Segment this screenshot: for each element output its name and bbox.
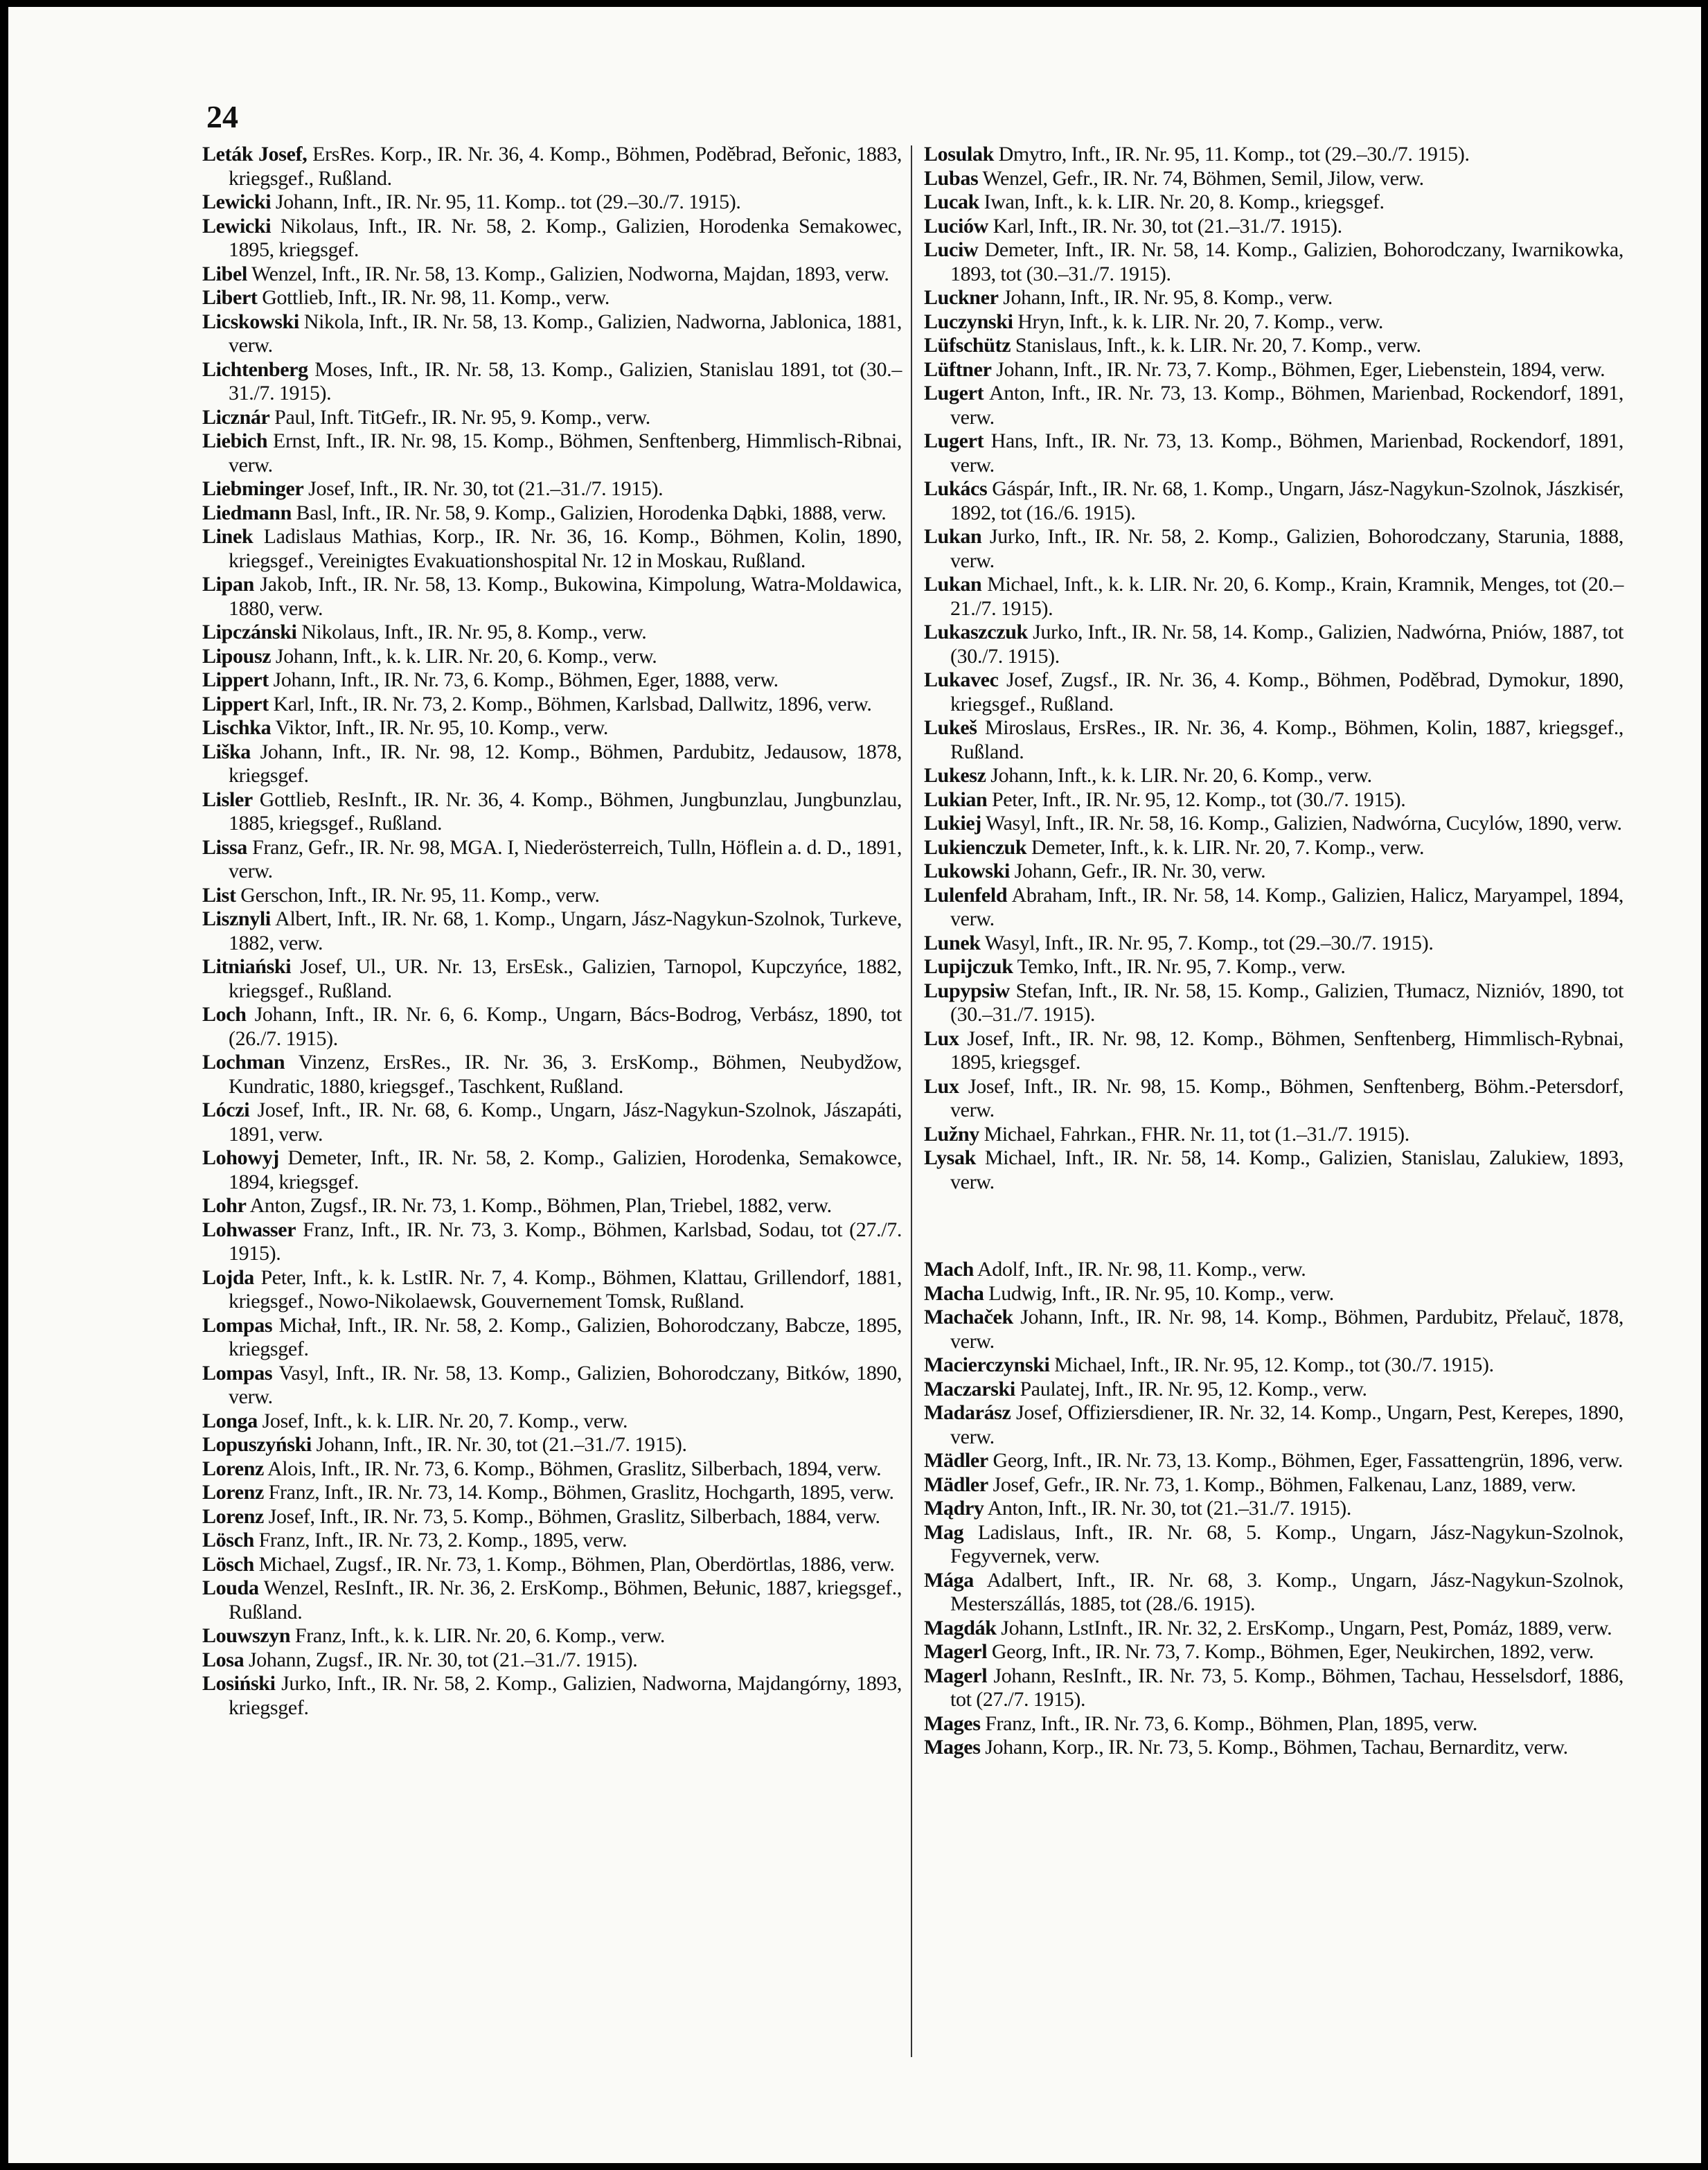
entry-details: Peter, Inft., IR. Nr. 95, 12. Komp., tot (30./7. 1915).	[987, 788, 1406, 811]
list-entry	[202, 1266, 902, 1314]
list-entry	[924, 1736, 1624, 1760]
entry-details: Gottlieb, Inft., IR. Nr. 98, 11. Komp., verw.	[257, 286, 610, 309]
entry-surname: Liedmann	[202, 501, 292, 524]
entry-details: Wenzel, Inft., IR. Nr. 58, 13. Komp., Galizien, Nodworna, Majdan, 1893, verw.	[247, 262, 889, 285]
list-entry	[202, 215, 902, 263]
entry-surname: Lischka	[202, 716, 272, 739]
entry-details: Nikola, Inft., IR. Nr. 58, 13. Komp., Galizien, Nadworna, Jablonica, 1881, verw.	[229, 310, 902, 357]
entry-surname: Lukienczuk	[924, 835, 1027, 859]
entry-surname: Lojda	[202, 1265, 254, 1289]
entry-details: Johann, Inft., IR. Nr. 73, 6. Komp., Böhmen, Eger, 1888, verw.	[268, 668, 779, 691]
document-page	[8, 7, 1701, 2163]
entry-details: Vinzenz, ErsRes., IR. Nr. 36, 3. ErsKomp., Böhmen, Neubydžow, Kundratic, 1880, kriegsgef., Taschkent, Rußland.	[229, 1051, 902, 1098]
entry-details: Vasyl, Inft., IR. Nr. 58, 13. Komp., Galizien, Bohorodczany, Bitków, 1890, verw.	[229, 1361, 902, 1408]
entry-details: Johann, Korp., IR. Nr. 73, 5. Komp., Böhmen, Tachau, Bernarditz, verw.	[980, 1736, 1568, 1759]
entry-details: Johann, Inft., IR. Nr. 98, 12. Komp., Böhmen, Pardubitz, Jedausow, 1878, kriegsgef.	[229, 740, 902, 787]
list-entry	[924, 1146, 1624, 1194]
entry-details: Michael, Fahrkan., FHR. Nr. 11, tot (1.–31./7. 1915).	[979, 1122, 1409, 1146]
list-entry	[924, 955, 1624, 979]
entry-surname: Libert	[202, 286, 258, 309]
entry-surname: Lugert	[924, 429, 984, 452]
entry-details: Anton, Inft., IR. Nr. 30, tot (21.–31./7. 1915).	[984, 1497, 1352, 1520]
entry-surname: Lukács	[924, 477, 988, 500]
list-entry	[202, 1457, 902, 1482]
entry-surname: Lunek	[924, 931, 981, 954]
list-entry	[924, 836, 1624, 860]
entry-surname: Licznár	[202, 405, 270, 429]
list-entry	[924, 286, 1624, 310]
entry-surname: Lichtenberg	[202, 357, 308, 381]
list-entry	[924, 525, 1624, 573]
entry-surname: Lorenz	[202, 1504, 264, 1528]
entry-surname: Magerl	[924, 1640, 988, 1663]
entry-details: Ladislaus, Inft., IR. Nr. 68, 5. Komp., Ungarn, Jász-Nagykun-Szolnok, Fegyvernek, verw.	[950, 1520, 1624, 1567]
list-entry	[202, 1505, 902, 1529]
list-entry	[202, 645, 902, 669]
entry-surname: Lösch	[202, 1552, 254, 1576]
entry-details: Johann, Inft., IR. Nr. 6, 6. Komp., Ungarn, Bács-Bodrog, Verbász, 1890, tot (26./7. 1915).	[229, 1003, 902, 1050]
list-entry	[924, 215, 1624, 239]
list-entry	[202, 263, 902, 287]
list-entry	[202, 1481, 902, 1505]
entry-details: Johann, ResInft., IR. Nr. 73, 5. Komp., Böhmen, Tachau, Hesselsdorf, 1886, tot (27./7. 1915).	[950, 1664, 1624, 1711]
entry-surname: Lüftner	[924, 357, 992, 381]
list-entry	[924, 310, 1624, 335]
list-entry	[202, 1529, 902, 1553]
list-entry	[202, 190, 902, 215]
list-entry	[924, 1449, 1624, 1473]
list-entry	[202, 358, 902, 406]
list-entry	[202, 621, 902, 645]
entry-details: Jurko, Inft., IR. Nr. 58, 14. Komp., Galizien, Nadwórna, Pniów, 1887, tot (30./7. 1915).	[950, 621, 1624, 668]
list-entry	[202, 716, 902, 740]
entry-surname: Losulak	[924, 143, 994, 166]
entry-surname: Mag	[924, 1520, 964, 1544]
entry-surname: Linek	[202, 525, 253, 548]
entry-details: Viktor, Inft., IR. Nr. 95, 10. Komp., verw.	[271, 716, 608, 739]
entry-details: Johann, Inft., IR. Nr. 30, tot (21.–31./7. 1915).	[311, 1433, 687, 1456]
entry-surname: Lipczánski	[202, 621, 297, 643]
entry-surname: Lewicki	[202, 214, 272, 238]
entry-surname: Madarász	[924, 1401, 1011, 1424]
list-entry	[202, 1672, 902, 1720]
entry-surname: Machaček	[924, 1306, 1013, 1328]
entry-surname: Lukan	[924, 573, 982, 596]
list-entry	[924, 764, 1624, 788]
entry-surname: Lohwasser	[202, 1218, 296, 1241]
entry-surname: Maczarski	[924, 1377, 1015, 1400]
entry-details: Michał, Inft., IR. Nr. 58, 2. Komp., Galizien, Bohorodczany, Babcze, 1895, kriegsgef.	[229, 1313, 902, 1360]
entry-surname: Lewicki	[202, 190, 272, 213]
entry-details: Adolf, Inft., IR. Nr. 98, 11. Komp., verw.	[973, 1258, 1306, 1281]
entry-surname: Lüfschütz	[924, 334, 1011, 357]
entry-details: Georg, Inft., IR. Nr. 73, 7. Komp., Böhmen, Eger, Neukirchen, 1892, verw.	[987, 1640, 1594, 1663]
list-entry	[924, 1640, 1624, 1664]
column-divider	[911, 145, 912, 2057]
entry-surname: Luciw	[924, 238, 979, 261]
entry-surname: Macierczynski	[924, 1353, 1050, 1376]
entry-details: Michael, Inft., IR. Nr. 95, 12. Komp., tot (30./7. 1915).	[1049, 1353, 1494, 1376]
entry-details: Franz, Inft., k. k. LIR. Nr. 20, 6. Komp., verw.	[290, 1624, 666, 1647]
entry-details: Jakob, Inft., IR. Nr. 58, 13. Komp., Bukowina, Kimpolung, Watra-Moldawica, 1880, verw.	[229, 573, 902, 620]
entry-surname: Lopuszyński	[202, 1433, 312, 1456]
entry-details: Josef, Offiziersdiener, IR. Nr. 32, 14. Komp., Ungarn, Pest, Kerepes, 1890, verw.	[950, 1401, 1624, 1448]
list-entry	[202, 1553, 902, 1577]
entry-surname: Leták Josef,	[202, 143, 308, 166]
entry-surname: Lukiej	[924, 812, 981, 835]
entry-surname: Lissa	[202, 835, 247, 859]
list-entry	[924, 1617, 1624, 1641]
entry-details: Josef, Ul., UR. Nr. 13, ErsEsk., Galizien, Tarnopol, Kupczyńce, 1882, kriegsgef., Rußland.	[229, 955, 902, 1002]
entry-surname: Lupypsiw	[924, 979, 1010, 1002]
list-entry	[924, 1664, 1624, 1712]
entry-surname: Mach	[924, 1258, 974, 1281]
entry-surname: Mages	[924, 1736, 981, 1759]
entry-surname: Lompas	[202, 1361, 273, 1385]
list-entry	[924, 1123, 1624, 1147]
entry-surname: Mädler	[924, 1449, 988, 1472]
entry-details: Josef, Zugsf., IR. Nr. 36, 4. Komp., Böhmen, Poděbrad, Dymokur, 1890, kriegsgef., Rußland.	[950, 668, 1624, 715]
entry-details: Demeter, Inft., k. k. LIR. Nr. 20, 7. Komp., verw.	[1026, 835, 1425, 859]
list-entry	[202, 1314, 902, 1362]
entry-surname: Lipan	[202, 573, 254, 596]
list-entry	[924, 1569, 1624, 1617]
entry-details: Josef, Inft., IR. Nr. 30, tot (21.–31./7. 1915).	[303, 477, 664, 500]
entry-details: Stanislaus, Inft., k. k. LIR. Nr. 20, 7. Komp., verw.	[1011, 334, 1421, 357]
entry-details: Nikolaus, Inft., IR. Nr. 58, 2. Komp., Galizien, Horodenka Semakowec, 1895, kriegsgef.	[229, 214, 902, 261]
entry-surname: Luciów	[924, 214, 988, 238]
entry-details: Nikolaus, Inft., IR. Nr. 95, 8. Komp., verw.	[296, 621, 647, 643]
entry-surname: Louwszyn	[202, 1624, 291, 1647]
entry-surname: Lorenz	[202, 1481, 264, 1504]
entry-details: Johann, Inft., IR. Nr. 98, 14. Komp., Böhmen, Pardubitz, Přelauč, 1878, verw.	[950, 1306, 1624, 1353]
entry-details: ErsRes. Korp., IR. Nr. 36, 4. Komp., Böhmen, Poděbrad, Beřonic, 1883, kriegsgef., Rußland.	[229, 143, 902, 190]
entry-details: Anton, Zugsf., IR. Nr. 73, 1. Komp., Böhmen, Plan, Triebel, 1882, verw.	[246, 1194, 832, 1217]
entry-surname: Losa	[202, 1648, 244, 1671]
entry-details: Miroslaus, ErsRes., IR. Nr. 36, 4. Komp., Böhmen, Kolin, 1887, kriegsgef., Rußland.	[950, 716, 1624, 763]
list-entry	[924, 334, 1624, 358]
entry-surname: Macha	[924, 1281, 984, 1305]
entry-surname: Lukesz	[924, 764, 986, 787]
list-entry	[202, 836, 902, 884]
entry-surname: Lukian	[924, 788, 988, 811]
entry-surname: Luckner	[924, 286, 999, 309]
list-entry	[202, 429, 902, 477]
right-column	[924, 143, 1624, 1760]
list-entry	[924, 1401, 1624, 1449]
entry-details: Ludwig, Inft., IR. Nr. 95, 10. Komp., verw.	[984, 1281, 1334, 1305]
entry-details: Josef, Inft., k. k. LIR. Nr. 20, 7. Komp., verw.	[257, 1409, 628, 1432]
entry-surname: Mages	[924, 1711, 981, 1735]
entry-surname: Lucak	[924, 190, 979, 213]
entry-details: Stefan, Inft., IR. Nr. 58, 15. Komp., Galizien, Tłumacz, Niznióv, 1890, tot (30.–31./7. 1915).	[950, 979, 1624, 1026]
entry-details: Wenzel, Gefr., IR. Nr. 74, Böhmen, Semil, Jilow, verw.	[978, 166, 1424, 190]
list-entry	[924, 860, 1624, 884]
entry-details: Hryn, Inft., k. k. LIR. Nr. 20, 7. Komp., verw.	[1013, 310, 1384, 333]
list-entry	[202, 1576, 902, 1624]
list-entry	[202, 573, 902, 621]
entry-details: Josef, Inft., IR. Nr. 73, 5. Komp., Böhmen, Graslitz, Silberbach, 1884, verw.	[264, 1504, 880, 1528]
list-entry	[924, 621, 1624, 668]
entry-details: Josef, Inft., IR. Nr. 68, 6. Komp., Ungarn, Jász-Nagykun-Szolnok, Jászapáti, 1891, verw.	[229, 1099, 902, 1146]
list-entry	[202, 1146, 902, 1194]
entry-surname: Losiński	[202, 1672, 276, 1695]
entry-details: Wenzel, ResInft., IR. Nr. 36, 2. ErsKomp., Böhmen, Bełunic, 1887, kriegsgef., Rußland.	[229, 1576, 902, 1624]
list-entry	[924, 1378, 1624, 1402]
list-entry	[202, 1624, 902, 1648]
list-entry	[202, 286, 902, 310]
entry-details: Paulatej, Inft., IR. Nr. 95, 12. Komp., verw.	[1015, 1377, 1367, 1400]
entry-surname: Lukan	[924, 525, 982, 548]
entry-details: Iwan, Inft., k. k. LIR. Nr. 20, 8. Komp., kriegsgef.	[979, 190, 1385, 213]
list-entry	[202, 1433, 902, 1457]
entry-surname: Libel	[202, 262, 247, 285]
entry-surname: Lohowyj	[202, 1146, 279, 1169]
list-entry	[924, 979, 1624, 1027]
entry-surname: Luczynski	[924, 310, 1013, 333]
entry-details: Moses, Inft., IR. Nr. 58, 13. Komp., Galizien, Stanislau 1891, tot (30.–31./7. 1915).	[229, 357, 902, 404]
entry-details: Basl, Inft., IR. Nr. 58, 9. Komp., Galizien, Horodenka Dąbki, 1888, verw.	[291, 501, 887, 524]
entry-surname: Lompas	[202, 1313, 273, 1337]
list-entry	[924, 358, 1624, 382]
entry-surname: Lugert	[924, 382, 984, 404]
entry-details: Franz, Inft., IR. Nr. 73, 14. Komp., Böhmen, Graslitz, Hochgarth, 1895, verw.	[264, 1481, 894, 1504]
entry-surname: Longa	[202, 1409, 258, 1432]
list-entry	[202, 477, 902, 501]
entry-details: Peter, Inft., k. k. LstIR. Nr. 7, 4. Komp., Böhmen, Klattau, Grillendorf, 1881, kriegsgef., Nowo-Nikolaewsk, Gouvernement Tomsk, Rußland.	[229, 1265, 902, 1313]
entry-details: Adalbert, Inft., IR. Nr. 68, 3. Komp., Ungarn, Jász-Nagykun-Szolnok, Mesterszállás, 1885, tot (28./6. 1915).	[950, 1568, 1624, 1615]
entry-surname: Litniański	[202, 955, 292, 978]
list-entry	[202, 907, 902, 955]
entry-details: Franz, Inft., IR. Nr. 73, 3. Komp., Böhmen, Karlsbad, Sodau, tot (27./7. 1915).	[229, 1218, 902, 1265]
entry-surname: Lösch	[202, 1529, 254, 1551]
entry-surname: Lorenz	[202, 1457, 264, 1480]
entry-surname: Lisler	[202, 788, 253, 811]
list-entry	[924, 1027, 1624, 1075]
entry-details: Wasyl, Inft., IR. Nr. 58, 16. Komp., Galizien, Nadwórna, Cucylów, 1890, verw.	[981, 812, 1622, 835]
list-entry	[924, 1282, 1624, 1306]
list-entry	[924, 238, 1624, 286]
entry-details: Johann, Inft., IR. Nr. 73, 7. Komp., Böhmen, Eger, Liebenstein, 1894, verw.	[991, 357, 1605, 381]
list-entry	[924, 1712, 1624, 1736]
entry-surname: Lukowski	[924, 860, 1010, 882]
entry-details: Michael, Zugsf., IR. Nr. 73, 1. Komp., Böhmen, Plan, Oberdörtlas, 1886, verw.	[253, 1552, 895, 1576]
entry-details: Abraham, Inft., IR. Nr. 58, 14. Komp., Galizien, Halicz, Maryampel, 1894, verw.	[950, 883, 1624, 930]
entry-surname: Lužny	[924, 1122, 979, 1146]
list-entry	[202, 693, 902, 717]
entry-surname: Lysak	[924, 1146, 976, 1169]
list-entry	[924, 190, 1624, 215]
list-entry	[924, 812, 1624, 836]
entry-surname: Lux	[924, 1026, 959, 1050]
list-entry	[202, 668, 902, 693]
list-entry	[924, 1521, 1624, 1569]
entry-details: Alois, Inft., IR. Nr. 73, 6. Komp., Böhmen, Graslitz, Silberbach, 1894, verw.	[264, 1457, 882, 1480]
list-entry	[202, 955, 902, 1003]
list-entry	[202, 1362, 902, 1409]
entry-surname: Liška	[202, 740, 251, 763]
list-entry	[202, 1218, 902, 1266]
entry-surname: Louda	[202, 1576, 259, 1599]
entry-details: Karl, Inft., IR. Nr. 73, 2. Komp., Böhmen, Karlsbad, Dallwitz, 1896, verw.	[268, 692, 872, 715]
list-entry	[924, 573, 1624, 621]
entry-details: Demeter, Inft., IR. Nr. 58, 2. Komp., Galizien, Horodenka, Semakowce, 1894, kriegsgef.	[229, 1146, 902, 1193]
entry-details: Johann, Inft., IR. Nr. 95, 11. Komp.. tot (29.–30./7. 1915).	[271, 190, 741, 213]
list-entry	[924, 1258, 1624, 1282]
entry-details: Josef, Gefr., IR. Nr. 73, 1. Komp., Böhmen, Falkenau, Lanz, 1889, verw.	[988, 1473, 1576, 1496]
entry-surname: Liebich	[202, 429, 268, 452]
entry-details: Franz, Inft., IR. Nr. 73, 6. Komp., Böhmen, Plan, 1895, verw.	[980, 1711, 1478, 1735]
list-entry	[924, 429, 1624, 477]
entry-details: Johann, Inft., IR. Nr. 95, 8. Komp., verw.	[998, 286, 1333, 309]
entry-details: Temko, Inft., IR. Nr. 95, 7. Komp., verw.	[1013, 955, 1346, 978]
entry-surname: Lulenfeld	[924, 883, 1008, 907]
entry-surname: Lukavec	[924, 668, 999, 691]
entry-surname: Lippert	[202, 692, 269, 715]
entry-details: Paul, Inft. TitGefr., IR. Nr. 95, 9. Komp., verw.	[269, 405, 650, 429]
list-entry	[924, 1306, 1624, 1353]
entry-details: Karl, Inft., IR. Nr. 30, tot (21.–31./7. 1915).	[988, 214, 1342, 238]
entry-details: Johann, Zugsf., IR. Nr. 30, tot (21.–31./7. 1915).	[244, 1648, 638, 1671]
page-number: 24	[206, 99, 238, 134]
list-entry	[924, 1353, 1624, 1378]
entry-details: Ernst, Inft., IR. Nr. 98, 15. Komp., Böhmen, Senftenberg, Himmlisch-Ribnai, verw.	[229, 429, 902, 477]
entry-surname: Loch	[202, 1003, 247, 1026]
left-column	[202, 143, 902, 1720]
list-entry	[202, 406, 902, 430]
list-entry	[924, 1075, 1624, 1123]
entry-details: Hans, Inft., IR. Nr. 73, 13. Komp., Böhmen, Marienbad, Rockendorf, 1891, verw.	[950, 429, 1624, 477]
list-entry	[202, 1194, 902, 1218]
entry-details: Anton, Inft., IR. Nr. 73, 13. Komp., Böhmen, Marienbad, Rockendorf, 1891, verw.	[950, 382, 1624, 429]
list-entry	[202, 740, 902, 788]
entry-details: Michael, Inft., IR. Nr. 58, 14. Komp., Galizien, Stanislau, Zalukiew, 1893, verw.	[950, 1146, 1624, 1193]
entry-surname: Lipousz	[202, 644, 272, 668]
list-entry	[924, 668, 1624, 716]
entry-surname: Lux	[924, 1074, 959, 1098]
entry-details: Michael, Inft., k. k. LIR. Nr. 20, 6. Komp., Krain, Kramnik, Menges, tot (20.–21./7. 1915).	[950, 573, 1624, 620]
list-entry	[924, 788, 1624, 812]
entry-surname: Licskowski	[202, 310, 299, 333]
entry-details: Gerschon, Inft., IR. Nr. 95, 11. Komp., verw.	[235, 883, 600, 907]
list-entry	[924, 167, 1624, 191]
entry-details: Franz, Inft., IR. Nr. 73, 2. Komp., 1895, verw.	[253, 1529, 628, 1551]
entry-details: Georg, Inft., IR. Nr. 73, 13. Komp., Böhmen, Eger, Fassattengrün, 1896, verw.	[988, 1449, 1624, 1472]
entry-surname: Lóczi	[202, 1099, 250, 1121]
list-entry	[202, 788, 902, 836]
entry-details: Josef, Inft., IR. Nr. 98, 12. Komp., Böhmen, Senftenberg, Himmlisch-Rybnai, 1895, kriegsgef.	[950, 1026, 1624, 1074]
list-entry	[924, 932, 1624, 956]
entry-surname: Mädler	[924, 1473, 988, 1496]
entry-surname: Lippert	[202, 668, 269, 691]
list-entry	[924, 716, 1624, 764]
entry-details: Albert, Inft., IR. Nr. 68, 1. Komp., Ungarn, Jász-Nagykun-Szolnok, Turkeve, 1882, verw.	[229, 907, 902, 954]
list-entry	[924, 143, 1624, 167]
list-entry	[924, 1497, 1624, 1521]
list-entry	[202, 884, 902, 908]
entry-surname: Lisznyli	[202, 907, 271, 930]
list-entry	[924, 884, 1624, 932]
list-entry	[202, 143, 902, 190]
entry-details: Johann, LstInft., IR. Nr. 32, 2. ErsKomp., Ungarn, Pest, Pomáz, 1889, verw.	[996, 1616, 1612, 1639]
entry-details: Wasyl, Inft., IR. Nr. 95, 7. Komp., tot (29.–30./7. 1915).	[980, 931, 1434, 954]
entry-surname: Mądry	[924, 1497, 984, 1520]
entry-surname: Lochman	[202, 1051, 285, 1074]
entry-details: Franz, Gefr., IR. Nr. 98, MGA. I, Niederösterreich, Tulln, Höflein a. d. D., 1891, verw.	[229, 835, 902, 882]
entry-details: Jurko, Inft., IR. Nr. 58, 2. Komp., Galizien, Bohorodczany, Starunia, 1888, verw.	[950, 525, 1624, 572]
entry-surname: List	[202, 883, 236, 907]
entry-details: Johann, Gefr., IR. Nr. 30, verw.	[1009, 860, 1266, 882]
entry-details: Johann, Inft., k. k. LIR. Nr. 20, 6. Komp., verw.	[986, 764, 1372, 787]
list-entry	[202, 1648, 902, 1673]
list-entry	[202, 501, 902, 526]
entry-surname: Liebminger	[202, 477, 304, 500]
section-gap	[924, 1194, 1624, 1258]
entry-details: Gottlieb, ResInft., IR. Nr. 36, 4. Komp., Böhmen, Jungbunzlau, Jungbunzlau, 1885, kriegsgef., Rußland.	[229, 788, 902, 835]
entry-details: Johann, Inft., k. k. LIR. Nr. 20, 6. Komp., verw.	[271, 644, 657, 668]
entry-surname: Magerl	[924, 1664, 988, 1687]
list-entry	[202, 310, 902, 358]
list-entry	[202, 525, 902, 573]
entry-details: Dmytro, Inft., IR. Nr. 95, 11. Komp., tot (29.–30./7. 1915).	[993, 143, 1470, 166]
entry-details: Josef, Inft., IR. Nr. 98, 15. Komp., Böhmen, Senftenberg, Böhm.-Petersdorf, verw.	[950, 1074, 1624, 1121]
list-entry	[924, 382, 1624, 429]
entry-details: Jurko, Inft., IR. Nr. 58, 2. Komp., Galizien, Nadworna, Majdangórny, 1893, kriegsgef.	[229, 1672, 902, 1719]
entry-details: Gáspár, Inft., IR. Nr. 68, 1. Komp., Ungarn, Jász-Nagykun-Szolnok, Jászkisér, 1892, tot (16./6. 1915).	[950, 477, 1624, 524]
entry-surname: Lubas	[924, 166, 979, 190]
entry-details: Demeter, Inft., IR. Nr. 58, 14. Komp., Galizien, Bohorodczany, Iwarnikowka, 1893, tot (30.–31./7. 1915).	[950, 238, 1624, 285]
entry-surname: Mága	[924, 1568, 974, 1592]
entry-surname: Lohr	[202, 1194, 247, 1217]
entry-surname: Lukeš	[924, 716, 977, 739]
entry-surname: Magdák	[924, 1616, 997, 1639]
list-entry	[202, 1051, 902, 1099]
list-entry	[924, 1473, 1624, 1497]
list-entry	[202, 1099, 902, 1146]
list-entry	[202, 1409, 902, 1434]
entry-surname: Lukaszczuk	[924, 621, 1028, 643]
list-entry	[924, 477, 1624, 525]
entry-details: Ladislaus Mathias, Korp., IR. Nr. 36, 16. Komp., Böhmen, Kolin, 1890, kriegsgef., Vereinigtes Evakuationshospital Nr. 12 in Moskau, Rußland.	[229, 525, 902, 572]
list-entry	[202, 1003, 902, 1051]
entry-surname: Lupijczuk	[924, 955, 1013, 978]
